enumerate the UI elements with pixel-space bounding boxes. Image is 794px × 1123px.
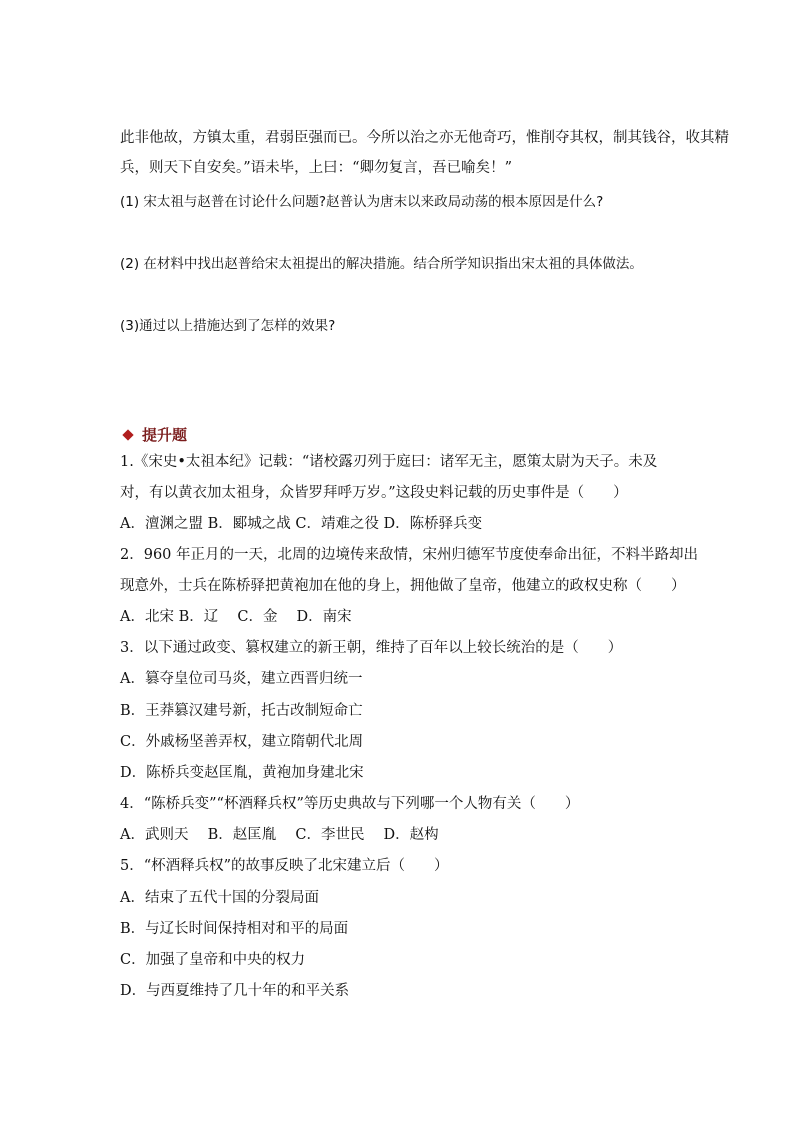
diamond-bullet-icon: [122, 429, 133, 440]
question-3-option-a: A．篡夺皇位司马炎，建立西晋归统一: [120, 671, 363, 687]
question-4-options: A．武则天 B．赵匡胤 C．李世民 D．赵构: [120, 827, 439, 843]
question-1-options: A．澶渊之盟 B．郾城之战 C．靖难之役 D．陈桥驿兵变: [120, 516, 483, 532]
question-2-stem-line-1: 2．960 年正月的一天，北周的边境传来敌情，宋州归德军节度使奉命出征，不料半路却出: [120, 547, 699, 563]
sub-question-2: (2) 在材料中找出赵普给宋太祖提出的解决措施。结合所学知识指出宋太祖的具体做法。: [120, 256, 643, 272]
section-title: 提升题: [142, 426, 188, 444]
section-heading: [120, 424, 187, 446]
question-1-stem-line-2: 对，有以黄衣加太祖身，众皆罗拜呼万岁。”这段史料记载的历史事件是（ ）: [120, 485, 628, 501]
question-5-option-a: A．结束了五代十国的分裂局面: [120, 890, 319, 906]
question-1-stem-line-1: 1.《宋史•太祖本纪》记载：“诸校露刃列于庭曰：诸军无主，愿策太尉为天子。未及: [120, 454, 658, 470]
question-5-option-c: C．加强了皇帝和中央的权力: [120, 952, 306, 968]
question-3-option-b: B．王莽篡汉建号新，托古改制短命亡: [120, 703, 363, 719]
question-5-option-b: B．与辽长时间保持相对和平的局面: [120, 921, 349, 937]
material-text-line-2: 兵，则天下自安矣。”语未毕，上曰：“卿勿复言，吾已喻矣！”: [120, 160, 512, 176]
question-2-stem-line-2: 现意外，士兵在陈桥驿把黄袍加在他的身上，拥他做了皇帝，他建立的政权史称（ ）: [120, 578, 686, 594]
question-3-option-c: C．外戚杨坚善弄权，建立隋朝代北周: [120, 734, 364, 750]
question-4-stem: 4．“陈桥兵变”“杯酒释兵权”等历史典故与下列哪一个人物有关（ ）: [120, 796, 580, 812]
sub-question-3: (3)通过以上措施达到了怎样的效果?: [120, 318, 336, 334]
question-3-stem: 3．以下通过政变、篡权建立的新王朝，维持了百年以上较长统治的是（ ）: [120, 640, 623, 656]
question-2-options: A．北宋 B．辽 C．金 D．南宋: [120, 609, 352, 625]
material-text-line-1: 此非他故，方镇太重，君弱臣强而已。今所以治之亦无他奇巧，惟削夺其权，制其钱谷，收其精: [120, 130, 729, 146]
question-3-option-d: D．陈桥兵变赵匡胤，黄袍加身建北宋: [120, 765, 364, 781]
question-5-stem: 5．“杯酒释兵权”的故事反映了北宋建立后（ ）: [120, 858, 449, 874]
question-5-option-d: D．与西夏维持了几十年的和平关系: [120, 983, 350, 999]
sub-question-1: (1) 宋太祖与赵普在讨论什么问题?赵普认为唐末以来政局动荡的根本原因是什么?: [120, 194, 604, 210]
